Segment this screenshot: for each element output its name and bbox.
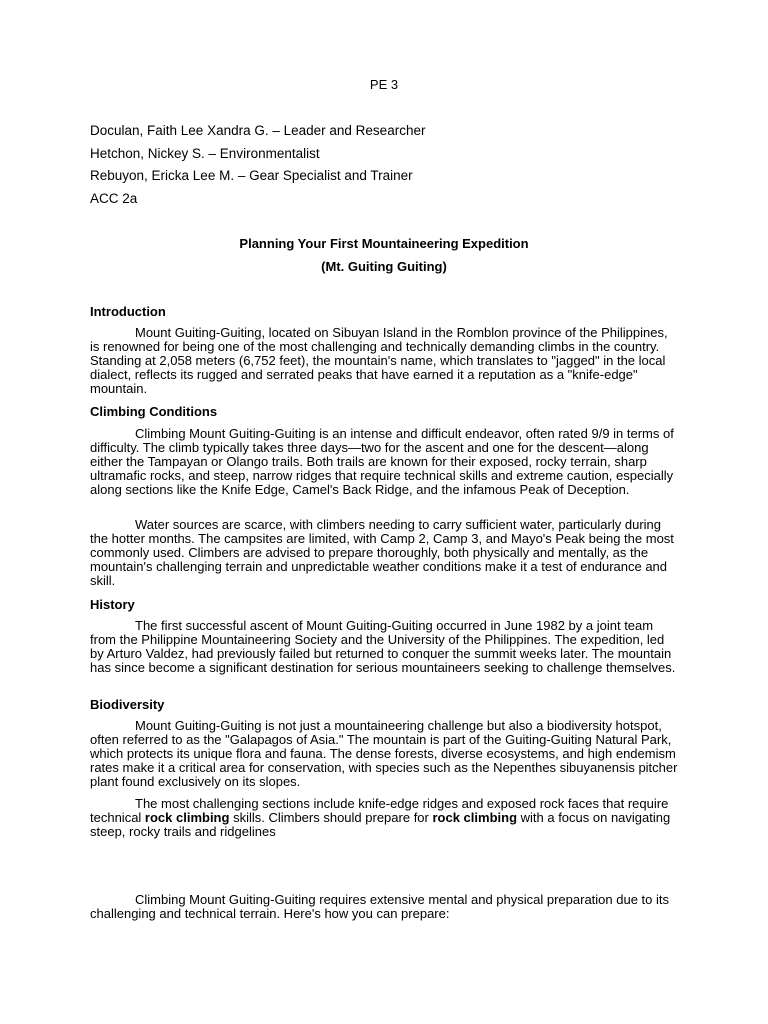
author-line: Doculan, Faith Lee Xandra G. – Leader and Researcher xyxy=(90,123,426,138)
biodiversity-paragraph-1: Mount Guiting-Guiting is not just a mountaineering challenge but also a biodiversity hotspot, often referred to as the "Galapagos of Asia." The mountain is part of the Guiting-Guiting Natural Park, which protects its unique flora and fauna. The dense forests, diverse ecosystems, and high endemism rates make it a critical area for conservation, with species such as the Nepenthes sibuyanensis pitcher plant found exclusively on its slopes. xyxy=(90,718,678,789)
author-line: Hetchon, Nickey S. – Environmentalist xyxy=(90,146,320,161)
introduction-paragraph: Mount Guiting-Guiting, located on Sibuyan Island in the Romblon province of the Philippines, is renowned for being one of the most challenging and technically demanding climbs in the country. Standing at 2,058 meters (6,752 feet), the mountain's name, which translates to "jagged" in the local dialect, reflects its rugged and serrated peaks that have earned it a reputation as a "knife-edge" mountain. xyxy=(90,325,668,396)
section-heading-climbing-conditions: Climbing Conditions xyxy=(90,404,218,419)
climbing-conditions-paragraph-2: Water sources are scarce, with climbers needing to carry sufficient water, particularly during the hotter months. The campsites are limited, with Camp 2, Camp 3, and Mayo's Peak being the most commonly used. Climbers are advised to prepare thoroughly, both physically and mentally, as the mountain's challenging terrain and unpredictable weather conditions make it a test of endurance and skill. xyxy=(90,517,674,588)
class-section: ACC 2a xyxy=(90,191,138,206)
biodiversity-paragraph-2: The most challenging sections include knife-edge ridges and exposed rock faces that require technical rock climbing skills. Climbers should prepare for rock climbing with a focus on navigating steep, rocky trails and ridgelines xyxy=(90,796,671,839)
preparation-paragraph: Climbing Mount Guiting-Guiting requires extensive mental and physical preparation due to its challenging and technical terrain. Here's how you can prepare: xyxy=(90,892,670,921)
section-heading-history: History xyxy=(90,597,135,612)
climbing-conditions-paragraph-1: Climbing Mount Guiting-Guiting is an intense and difficult endeavor, often rated 9/9 in terms of difficulty. The climb typically takes three days—two for the ascent and one for the descent—along either the Tampayan or Olango trails. Both trails are known for their exposed, rocky terrain, sharp ultramafic rocks, and steep, narrow ridges that require technical skills and extreme caution, especially along sections like the Knife Edge, Camel's Back Ridge, and the infamous Peak of Deception. xyxy=(90,426,674,497)
author-line: Rebuyon, Ericka Lee M. – Gear Specialist and Trainer xyxy=(90,168,413,183)
page-header: PE 3 xyxy=(369,77,399,92)
section-heading-biodiversity: Biodiversity xyxy=(90,697,165,712)
document-title: Planning Your First Mountaineering Expedition xyxy=(239,236,529,251)
history-paragraph: The first successful ascent of Mount Guiting-Guiting occurred in June 1982 by a joint team from the Philippine Mountaineering Society and the University of the Philippines. The expedition, led by Arturo Valdez, had previously failed but returned to conquer the summit weeks later. The mountain has since become a significant destination for serious mountaineers seeking to challenge themselves. xyxy=(90,618,676,675)
section-heading-introduction: Introduction xyxy=(90,304,166,319)
document-subtitle: (Mt. Guiting Guiting) xyxy=(321,259,447,274)
